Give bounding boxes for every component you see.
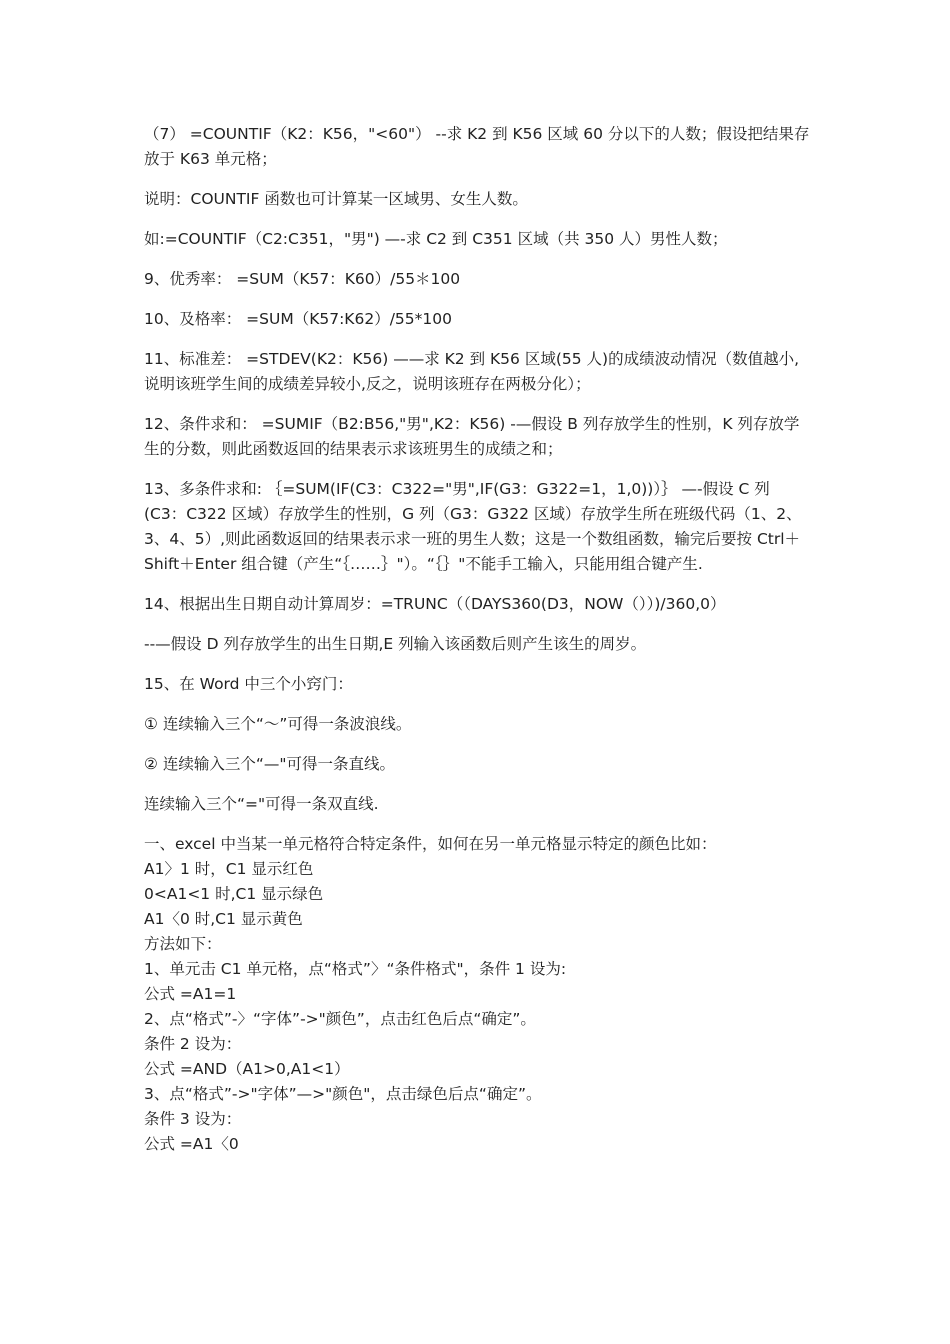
excel-line: A1〉1 时，C1 显示红色 bbox=[144, 860, 314, 878]
excel-line: 1、单元击 C1 单元格，点“格式”〉“条件格式"，条件 1 设为: bbox=[144, 960, 567, 978]
excel-line: 条件 3 设为： bbox=[144, 1110, 242, 1128]
excel-section-heading: 一、excel 中当某一单元格符合特定条件，如何在另一单元格显示特定的颜色比如： bbox=[144, 835, 717, 853]
excel-line: 公式 =A1=1 bbox=[144, 985, 237, 1003]
paragraph-standard-deviation: 11、标准差： =STDEV(K2：K56) ——求 K2 到 K56 区域(55 人)的成绩波动情况（数值越小,说明该班学生间的成绩差异较小,反之，说明该班存在两极分化）； bbox=[144, 350, 800, 393]
excel-conditional-format-section bbox=[144, 832, 810, 1157]
excel-line: 条件 2 设为： bbox=[144, 1035, 242, 1053]
excel-line: 方法如下： bbox=[144, 935, 222, 953]
paragraph-age-note: --—假设 D 列存放学生的出生日期,E 列输入该函数后则产生该生的周岁。 bbox=[144, 635, 647, 653]
excel-line: 3、点“格式”->"字体”—>"颜色"，点击绿色后点“确定”。 bbox=[144, 1085, 542, 1103]
paragraph-word-tips-heading: 15、在 Word 中三个小窍门： bbox=[144, 675, 353, 693]
paragraph-countif-male: 如:=COUNTIF（C2:C351，"男") —-求 C2 到 C351 区域（共 350 人）男性人数； bbox=[144, 230, 728, 248]
paragraph-age-formula: 14、根据出生日期自动计算周岁：=TRUNC（（DAYS360(D3，NOW（））)/360,0） bbox=[144, 595, 726, 613]
paragraph-countif-below-60: （7） =COUNTIF（K2：K56，"<60"） --求 K2 到 K56 区域 60 分以下的人数；假设把结果存放于 K63 单元格； bbox=[144, 125, 810, 168]
excel-line: 公式 =AND（A1>0,A1<1） bbox=[144, 1060, 350, 1078]
paragraph-word-tip-line: ② 连续输入三个“—"可得一条直线。 bbox=[144, 755, 395, 773]
excel-line: 0<A1<1 时,C1 显示绿色 bbox=[144, 885, 324, 903]
paragraph-conditional-sum: 12、条件求和： =SUMIF（B2:B56,"男",K2：K56) -—假设 B 列存放学生的性别，K 列存放学生的分数，则此函数返回的结果表示求该班男生的成绩之和； bbox=[144, 415, 800, 458]
paragraph-excellent-rate: 9、优秀率： =SUM（K57：K60）/55＊100 bbox=[144, 270, 461, 288]
paragraph-countif-note: 说明：COUNTIF 函数也可计算某一区域男、女生人数。 bbox=[144, 190, 528, 208]
excel-line: 2、点“格式”-〉“字体”->"颜色”，点击红色后点“确定”。 bbox=[144, 1010, 536, 1028]
paragraph-pass-rate: 10、及格率： =SUM（K57:K62）/55*100 bbox=[144, 310, 452, 328]
paragraph-word-tip-double-line: 连续输入三个“="可得一条双直线. bbox=[144, 795, 379, 813]
excel-line: 公式 =A1〈0 bbox=[144, 1135, 239, 1153]
paragraph-multi-condition-sum: 13、多条件求和: ｛=SUM(IF(C3：C322="男",IF(G3：G322=1，1,0))）｝ —-假设 C 列(C3：C322 区域）存放学生的性别，G 列（G3：G322 区域）存放学生所在班级代码（1、2、3、4、5）,则此函数返回的结果表示求一班的男生人数；这是一个数组函数，输完后要按 Ctrl＋Shift＋Enter 组合键（产生“｛……｝"）。“｛｝"不能手工输入，只能用组合键产生. bbox=[144, 480, 802, 573]
excel-line: A1〈0 时,C1 显示黄色 bbox=[144, 910, 303, 928]
paragraph-word-tip-wave: ① 连续输入三个“～”可得一条波浪线。 bbox=[144, 715, 412, 733]
